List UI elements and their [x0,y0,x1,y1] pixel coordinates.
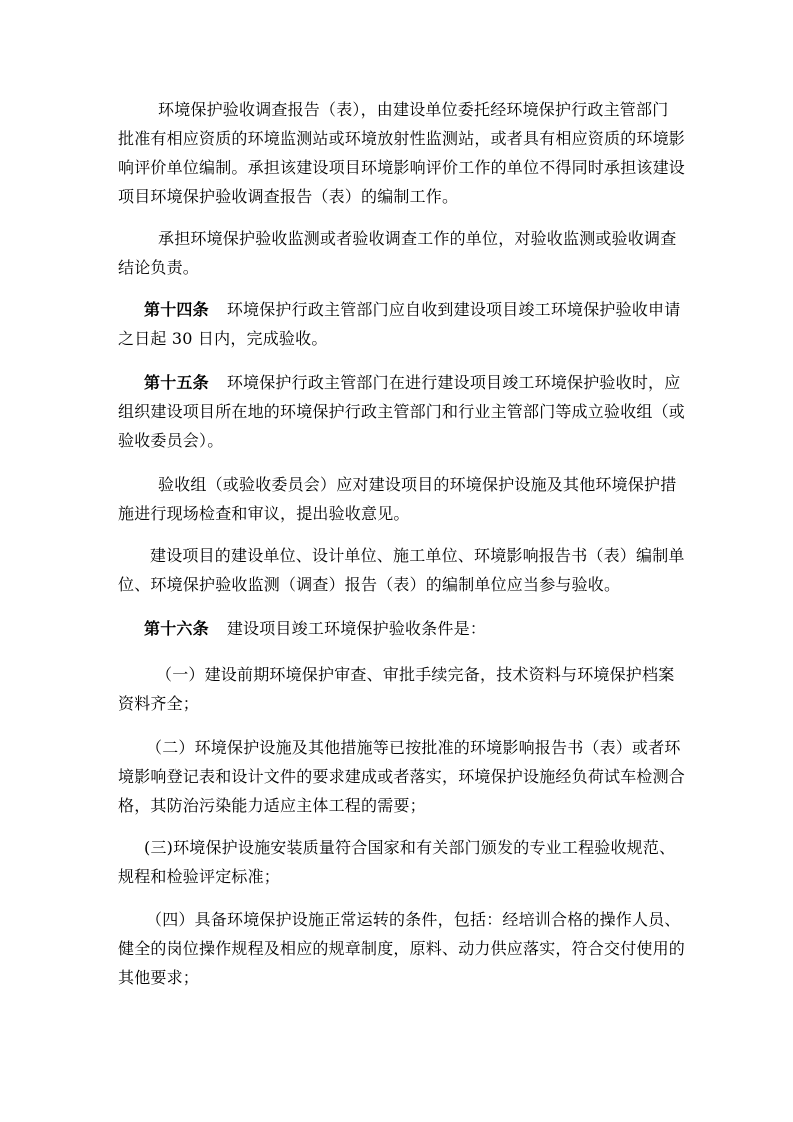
text-line: 健全的岗位操作规程及相应的规章制度，原料、动力供应落实，符合交付使用的 [118,939,686,958]
text-line: 结论负责。 [118,258,200,277]
text-line: 资料齐全； [118,694,200,713]
text-line [118,368,681,397]
article-15 [118,368,686,455]
condition-1 [118,660,676,718]
text-line: （二）环境保护设施及其他措施等已按批准的环境影响报告书（表）或者环 [146,738,681,757]
text-line: 位、环境保护验收监测（调查）报告（表）的编制单位应当参与验收。 [118,575,621,594]
article-text: 环境保护行政主管部门在进行建设项目竣工环境保护验收时，应 [226,373,681,392]
text-line: 环境保护验收调查报告（表），由建设单位委托经环境保护行政主管部门 [158,100,669,119]
text-line: 规程和检验评定标准； [118,867,281,886]
text-line: 之日起 30 日内，完成验收。 [118,329,328,348]
text-line: (三)环境保护设施安装质量符合国家和有关部门颁发的专业工程验收规范、 [144,838,676,857]
text-line [118,295,681,324]
text-line: （四）具备环境保护设施正常运转的条件，包括：经培训合格的操作人员、 [146,910,681,929]
article-number: 第十六条 [144,619,209,638]
condition-4 [118,905,686,992]
text-line: 项目环境保护验收调查报告（表）的编制工作。 [118,187,459,206]
text-line: 承担环境保护验收监测或者验收调查工作的单位，对验收监测或验收调查 [158,229,677,248]
text-line: 组织建设项目所在地的环境保护行政主管部门和行业主管部门等成立验收组（或 [118,402,686,421]
paragraph-acceptance-group [118,470,676,528]
paragraph-responsibility [118,224,676,282]
text-line: 格，其防治污染能力适应主体工程的需要； [118,796,426,815]
condition-2 [118,733,686,820]
article-text: 环境保护行政主管部门应自收到建设项目竣工环境保护验收申请 [226,300,681,319]
article-14 [118,295,681,353]
text-line: 施进行现场检查和审议，提出验收意见。 [118,504,410,523]
article-16 [118,614,676,643]
condition-3 [118,833,676,891]
text-line: 批准有相应资质的环境监测站或环境放射性监测站，或者具有相应资质的环境影 [118,129,686,148]
text-line: （一）建设前期环境保护审查、审批手续完备，技术资料与环境保护档案 [156,665,675,684]
text-line: 验收组（或验收委员会）应对建设项目的环境保护设施及其他环境保护措 [158,475,677,494]
article-text: 建设项目竣工环境保护验收条件是： [226,619,487,638]
article-number: 第十五条 [144,373,209,392]
text-line: 境影响登记表和设计文件的要求建成或者落实，环境保护设施经负荷试车检测合 [118,767,686,786]
text-line: 其他要求； [118,968,200,987]
text-line: 验收委员会）。 [118,431,224,450]
paragraph-survey-report [118,95,686,211]
text-line: 响评价单位编制。承担该建设项目环境影响评价工作的单位不得同时承担该建设 [118,158,686,177]
article-number: 第十四条 [144,300,209,319]
text-line [118,614,676,643]
text-line: 建设项目的建设单位、设计单位、施工单位、环境影响报告书（表）编制单 [150,546,685,565]
paragraph-participants [118,541,685,599]
